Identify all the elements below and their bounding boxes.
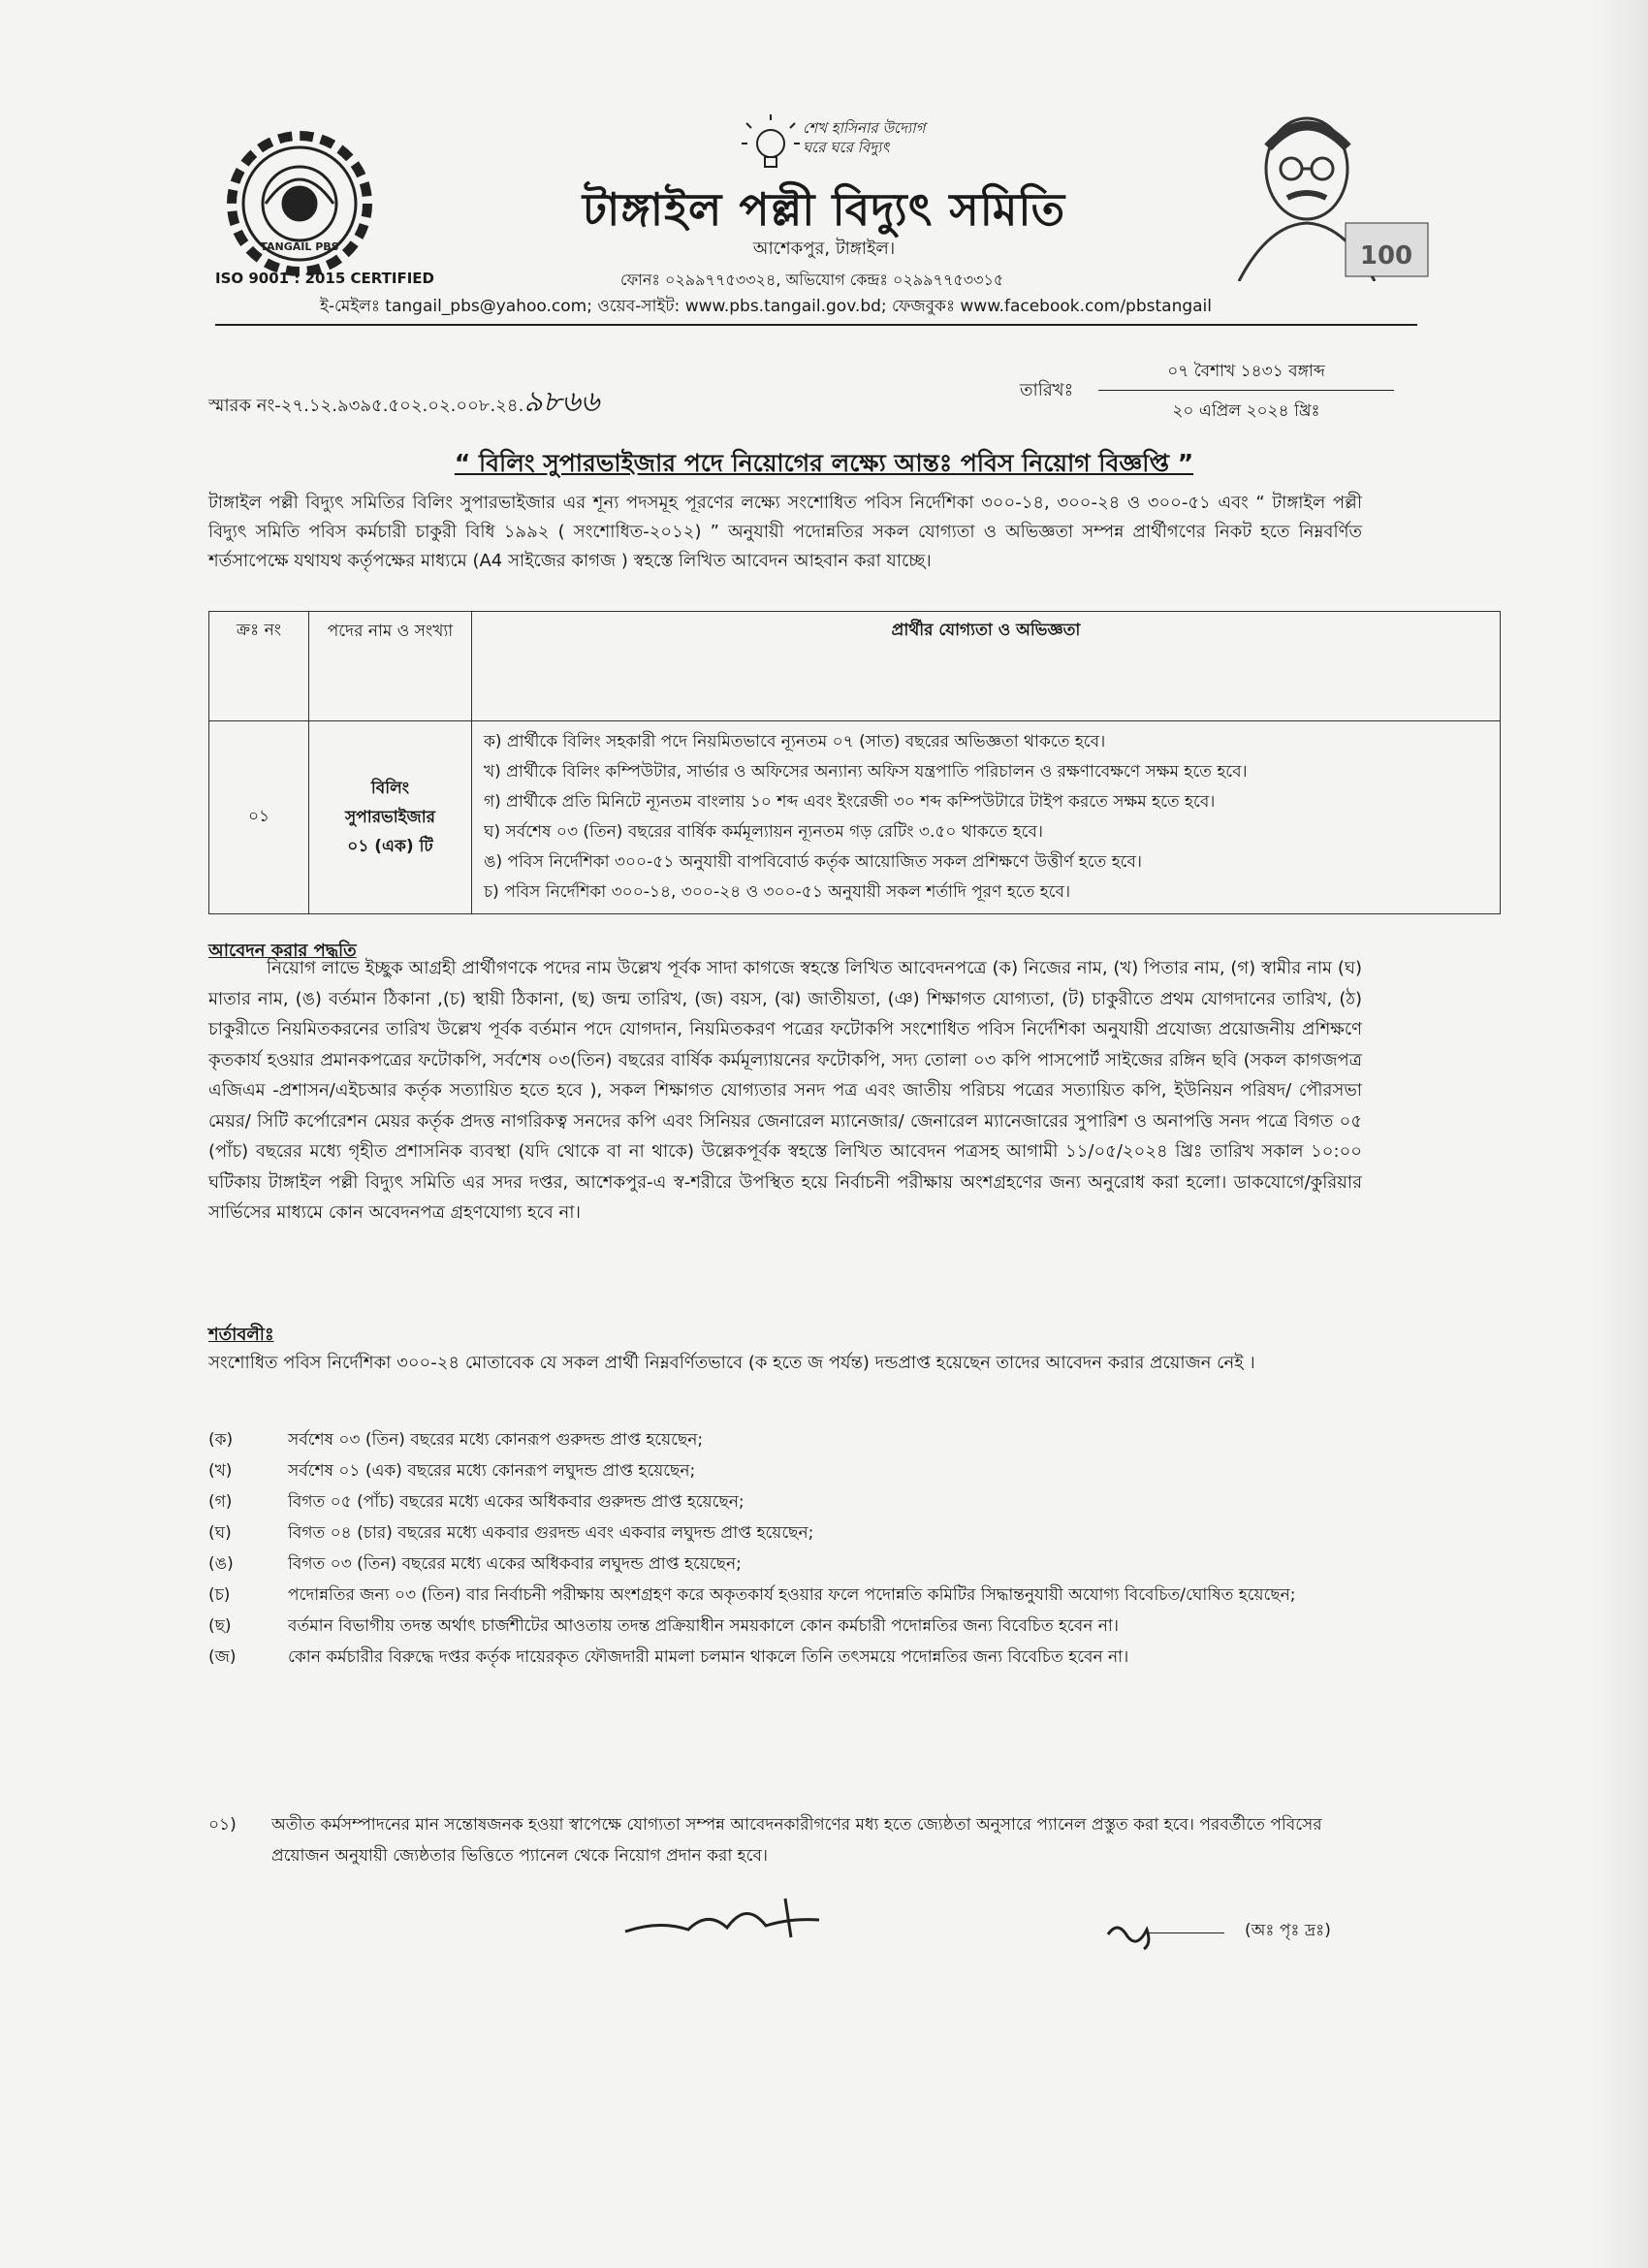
final-note bbox=[208, 1809, 1362, 1871]
list-item: (ছ) বর্তমান বিভাগীয় তদন্ত অর্থাৎ চার্জশীটের আওতায় তদন্ত প্রক্রিয়াধীন সময়কালে কোন কর্মচারী পদোন্নতির জন্য বিবেচিত হবেন না। bbox=[208, 1616, 1119, 1636]
header-divider bbox=[215, 324, 1417, 326]
organization-contacts: ই-মেইলঃ tangail_pbs@yahoo.com; ওয়েব-সাইট: www.pbs.tangail.gov.bd; ফেজবুকঃ www.facebook.com/pbstangail bbox=[320, 297, 1212, 316]
list-item: (জ) কোন কর্মচারীর বিরুদ্ধে দপ্তর কর্তৃক দায়েরকৃত ফৌজদারী মামলা চলমান থাকলে তিনি তৎসময়ে পদোন্নতির জন্য বিবেচিত হবেন না। bbox=[208, 1647, 1129, 1667]
svg-text:TANGAIL PBS: TANGAIL PBS bbox=[260, 240, 339, 253]
qualification-item: ঙ) পবিস নির্দেশিকা ৩০০-৫১ অনুযায়ী বাপবিবোর্ড কর্তৃক আয়োজিত সকল প্রশিক্ষণে উত্তীর্ণ হতে হবে। bbox=[484, 852, 1143, 872]
apply-paragraph: নিয়োগ লাভে ইচ্ছুক আগ্রহী প্রার্থীগণকে পদের নাম উল্লেখ পূর্বক সাদা কাগজে স্বহস্তে লিখিত আবেদনপত্রে (ক) নিজের নাম, (খ) পিতার নাম, (গ) স্বামীর নাম (ঘ) মাতার নাম, (ঙ) বর্তমান ঠিকানা ,(চ) স্থায়ী ঠিকানা, (ছ) জন্ম তারিখ, (জ) বয়স, (ঝ) জাতীয়তা, (ঞ) শিক্ষাগত যোগ্যতা, (ট) চাকুরীতে প্রথম যোগদানের তারিখ, (ঠ) চাকুরীতে নিয়মিতকরনের তারিখ উল্লেখ পূর্বক বর্তমান পদে যোগদান, নিয়মিতকরণ পত্রের ফটোকপি সংশোধিত পবিস নির্দেশিকা অনুযায়ী প্রযোজ্য প্রয়োজনীয় প্রশিক্ষণে কৃতকার্য হওয়ার প্রমানকপত্রের ফটোকপি, সর্বশেষ ০৩(তিন) বছরের বার্ষিক কর্মমূল্যায়নের ফটোকপি, সদ্য তোলা ০৩ কপি পাসপোর্ট সাইজের রঙ্গিন ছবি (সকল কাগজপত্র এজিএম -প্রশাসন/এইচআর কর্তৃক সত্যায়িত হতে হবে ), সকল শিক্ষাগত যোগ্যতার সনদ পত্র এবং জাতীয় পরিচয় পত্রের সত্যায়িত কপি, ইউনিয়ন পরিষদ/ পৌরসভা মেয়র/ সিটি কর্পোরেশন মেয়র কর্তৃক প্রদত্ত নাগরিকত্ব সনদের কপি এবং সিনিয়র জেনারেল ম্যানেজার/ জেনারেল ম্যানেজারের সুপারিশ ও অনাপত্তি সনদ পত্রে বিগত ০৫ (পাঁচ) বছরের মধ্যে গৃহীত প্রশাসনিক ব্যবস্থা (যদি থোকে বা না থাকে) উল্লেকপূর্বক স্বহস্তে লিখিত আবেদন পত্রসহ আগামী ১১/০৫/২০২৪ খ্রিঃ তারিখ সকাল ১০:০০ ঘটিকায় টাঙ্গাইল পল্লী বিদ্যুৎ সমিতি এর সদর দপ্তর, আশেকপুর-এ স্ব-শরীরে উপস্থিত হয়ে নির্বাচনী পরীক্ষায় অংশগ্রহণের জন্য অনুরোধ করা হলো। ডাকযোগে/কুরিয়ার সার্ভিসের মাধ্যমে কোন অবেদনপত্র গ্রহণযোগ্য হবে না। bbox=[208, 958, 1362, 1223]
portrait-logo bbox=[1229, 109, 1433, 281]
date-english: ২০ এপ্রিল ২০২৪ খ্রিঃ bbox=[1172, 401, 1320, 421]
list-item: (গ) বিগত ০৫ (পাঁচ) বছরের মধ্যে একের অধিকবার গুরুদন্ড প্রাপ্ত হয়েছেন; bbox=[208, 1492, 745, 1512]
date-bangla: ০৭ বৈশাখ ১৪৩১ বঙ্গাব্দ bbox=[1098, 359, 1394, 391]
terms-heading: শর্তাবলীঃ bbox=[208, 1325, 274, 1345]
signature-2 bbox=[1103, 1915, 1229, 1954]
memo-prefix: স্মারক নং-২৭.১২.৯৩৯৫.৫০২.০২.০০৮.২৪. bbox=[208, 396, 524, 416]
date-label: তারিখঃ bbox=[1020, 380, 1074, 400]
qualification-item: চ) পবিস নির্দেশিকা ৩০০-১৪, ৩০০-২৪ ও ৩০০-৫১ অনুযায়ী সকল শর্তাদি পূরণ হতে হবে। bbox=[484, 882, 1071, 902]
date-box bbox=[1098, 359, 1394, 426]
slogan: শেখ হাসিনার উদ্যোগ ঘরে ঘরে বিদ্যুৎ bbox=[803, 119, 926, 156]
scan-shadow bbox=[1590, 0, 1648, 2268]
notice-title: “ বিলিং সুপারভাইজার পদে নিয়োগের লক্ষ্যে আন্তঃ পবিস নিয়োগ বিজ্ঞপ্তি ” bbox=[454, 449, 1194, 477]
row-qualifications bbox=[472, 721, 1501, 914]
organization-address: আশেকপুর, টাঙ্গাইল। bbox=[752, 239, 896, 259]
organization-name: টাঙ্গাইল পল্লী বিদ্যুৎ সমিতি bbox=[582, 183, 1066, 236]
header-qualification: প্রার্থীর যোগ্যতা ও অভিজ্ঞতা bbox=[472, 612, 1501, 721]
memo-reference bbox=[208, 378, 599, 428]
post-name-line2: সুপারভাইজার bbox=[345, 808, 435, 827]
header-serial: ক্রঃ নং bbox=[209, 612, 309, 721]
list-item: (চ) পদোন্নতির জন্য ০৩ (তিন) বার নির্বাচনী পরীক্ষায় অংশগ্রহণ করে অকৃতকার্য হওয়ার ফলে পদোন্নতি কমিটির সিদ্ধান্তনুযায়ী অযোগ্য বিবেচিত/ঘোষিত হয়েছেন; bbox=[208, 1585, 1296, 1605]
svg-text:100: 100 bbox=[1359, 241, 1413, 271]
organization-phone: ফোনঃ ০২৯৯৭৭৫৩৩২৪, অভিযোগ কেন্দ্রঃ ০২৯৯৭৭৫৩৩১৫ bbox=[620, 271, 1004, 289]
iso-certification: ISO 9001 : 2015 CERTIFIED bbox=[215, 270, 434, 287]
signature-1 bbox=[620, 1891, 829, 1949]
table-header-row bbox=[209, 612, 1501, 721]
intro-paragraph: টাঙ্গাইল পল্লী বিদ্যুৎ সমিতির বিলিং সুপারভাইজার এর শূন্য পদসমূহ পূরণের লক্ষ্যে সংশোধিত পবিস নির্দেশিকা ৩০০-১৪, ৩০০-২৪ ও ৩০০-৫১ এবং “ টাঙ্গাইল পল্লী বিদ্যুৎ সমিতি পবিস কর্মচারী চাকুরী বিধি ১৯৯২ ( সংশোধিত-২০১২) ” অনুযায়ী পদোন্নতির সকল যোগ্যতা ও অভিজ্ঞতা সম্পন্ন প্রার্থীগণের নিকট হতে নিম্নবর্ণিত শর্তসাপেক্ষে যথাযথ কর্তৃপক্ষের মাধ্যমে (A4 সাইজের কাগজ ) স্বহস্তে লিখিত আবেদন আহবান করা যাচ্ছে। bbox=[208, 493, 1362, 571]
table-row bbox=[209, 721, 1501, 914]
post-count: ০১ (এক) টি bbox=[347, 837, 433, 856]
terms-list bbox=[208, 1425, 1362, 1674]
terms-intro: সংশোধিত পবিস নির্দেশিকা ৩০০-২৪ মোতাবেক যে সকল প্রার্থী নিম্নবর্ণিতভাবে (ক হতে জ পর্যন্ত) দন্ডপ্রাপ্ত হয়েছেন তাদের আবেদন করার প্রয়োজন নেই । bbox=[208, 1353, 1255, 1373]
qualification-item: খ) প্রার্থীকে বিলিং কম্পিউটার, সার্ভার ও অফিসের অন্যান্য অফিস যন্ত্রপাতি পরিচালন ও রক্ষণাবেক্ষণে সক্ষম হতে হবে। bbox=[484, 762, 1248, 782]
qualification-item: ক) প্রার্থীকে বিলিং সহকারী পদে নিয়মিতভাবে ন্যূনতম ০৭ (সাত) বছরের অভিজ্ঞতা থাকতে হবে। bbox=[484, 732, 1106, 751]
qualification-item: ঘ) সর্বশেষ ০৩ (তিন) বছরের বার্ষিক কর্মমূল্যায়ন ন্যূনতম গড় রেটিং ৩.৫০ থাকতে হবে। bbox=[484, 822, 1044, 842]
list-item: (ঘ) বিগত ০৪ (চার) বছরের মধ্যে একবার গুরদন্ড এবং একবার লঘুদন্ড প্রাপ্ত হয়েছেন; bbox=[208, 1523, 814, 1543]
list-item: (ক) সর্বশেষ ০৩ (তিন) বছরের মধ্যে কোনরূপ গুরুদন্ড প্রাপ্ত হয়েছেন; bbox=[208, 1430, 704, 1450]
post-name-line1: বিলিং bbox=[370, 779, 410, 798]
final-note-text: অতীত কর্মসম্পাদনের মান সন্তোষজনক হওয়া স্বাপেক্ষে যোগ্যতা সম্পন্ন আবেদনকারীগণের মধ্য হতে জ্যেষ্ঠতা অনুসারে প্যানেল প্রস্তুত করা হবে। পরবর্তীতে পবিসের প্রয়োজন অনুযায়ী জ্যেষ্ঠতার ভিত্তিতে প্যানেল থেকে নিয়োগ প্রদান করা হবে। bbox=[271, 1815, 1322, 1866]
row-post bbox=[309, 721, 472, 914]
list-item: (ঙ) বিগত ০৩ (তিন) বছরের মধ্যে একের অধিকবার লঘুদন্ড প্রাপ্ত হয়েছেন; bbox=[208, 1554, 742, 1574]
header-post: পদের নাম ও সংখ্যা bbox=[309, 612, 472, 721]
page-turn-over: (অঃ পৃঃ দ্রঃ) bbox=[1245, 1921, 1331, 1940]
row-serial: ০১ bbox=[209, 721, 309, 914]
qualification-item: গ) প্রার্থীকে প্রতি মিনিটে ন্যূনতম বাংলায় ১০ শব্দ এবং ইংরেজী ৩০ শব্দ কম্পিউটারে টাইপ করতে সক্ষম হতে হবে। bbox=[484, 792, 1216, 812]
final-note-mark: ০১) bbox=[208, 1815, 237, 1835]
list-item: (খ) সর্বশেষ ০১ (এক) বছরের মধ্যে কোনরূপ লঘুদন্ড প্রাপ্ত হয়েছেন; bbox=[208, 1461, 696, 1481]
apply-heading: আবেদন করার পদ্ধতি bbox=[208, 941, 357, 961]
qualification-table bbox=[208, 611, 1501, 914]
memo-number: ৯৮৬৬ bbox=[523, 385, 600, 419]
